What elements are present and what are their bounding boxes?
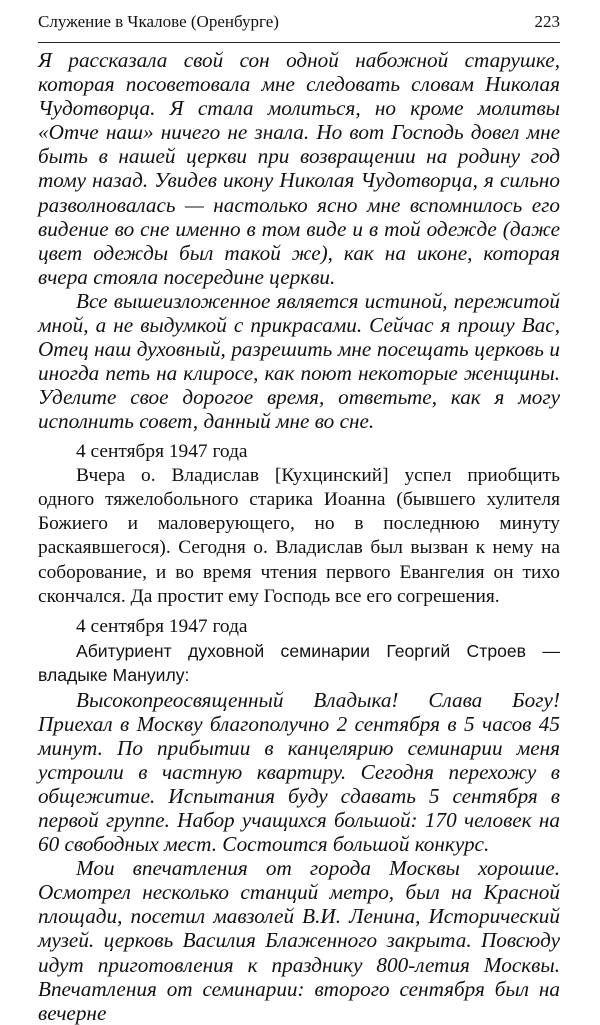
page-number: 223 — [534, 12, 560, 31]
entry-date: 4 сентября 1947 года — [76, 615, 248, 637]
letter-paragraph-request: Все вышеизложенное является истиной, пережитой мной, а не выдумкой с прикрасами. Сейчас я прошу Вас, Отец наш духовный, разрешить мне посещать церковь и иногда петь на клиросе, как поют некоторые женщины. Уделите свое дорогое время, ответьте, как я могу исполнить совет, данный мне во сне. — [38, 288, 560, 434]
letter-paragraph-dream: Я рассказала свой сон одной набожной старушке, которая посоветовала мне следовать словам Николая Чудотворца. Я стала молиться, но кроме молитвы «Отче наш» ничего не знала. Но вот Господь довел мне быть в нашей церкви при возвращении на родину год тому назад. Увидев икону Николая Чудотворца, я сильно разволновалась — настолько ясно мне вспомнилось его видение во сне именно в том виде и в той одежде (даже цвет одежды был такой же), как на иконе, которая вчера стояла посередине церкви. — [38, 48, 560, 289]
page-body — [38, 48, 560, 1025]
running-header — [38, 12, 560, 43]
entry-date: 4 сентября 1947 года — [76, 440, 248, 462]
diary-paragraph: Вчера о. Владислав [Кухцинский] успел приобщить одного тяжелобольного старика Иоанна (бывшего хулителя Божиего и маловерующего, но в последнюю минуту раскаявшегося). Сегодня о. Владислав был вызван к нему на соборование, и во время чтения первого Евангелия он тихо скончался. Да простит ему Господь все его согрешения. — [38, 464, 560, 607]
letter-paragraph-arrival: Высокопреосвященный Владыка! Слава Богу! Приехал в Москву благополучно 2 сентября в 5 часов 45 минут. По прибытии в канцелярию семинарии меня устроили в частную квартиру. Сегодня перехожу в общежитие. Испытания буду сдавать 5 сентября в первой группе. Набор учащихся большой: 170 человек на 60 свободных мест. Состоится большой конкурс. — [38, 687, 560, 857]
running-title: Служение в Чкалове (Оренбурге) — [38, 12, 279, 31]
letter-heading: Абитуриент духовной семинарии Георгий Строев — владыке Мануилу: — [38, 641, 560, 686]
letter-paragraph-impressions: Мои впечатления от города Москвы хорошие. Осмотрел несколько станций метро, был на Красной площади, посетил мавзолей В.И. Ленина, Исторический музей. церковь Василия Блаженного закрыта. Повсюду идут приготовления к празднику 800-летия Москвы. Впечатления от семинарии: второго сентября был на вечерне — [38, 856, 560, 1025]
